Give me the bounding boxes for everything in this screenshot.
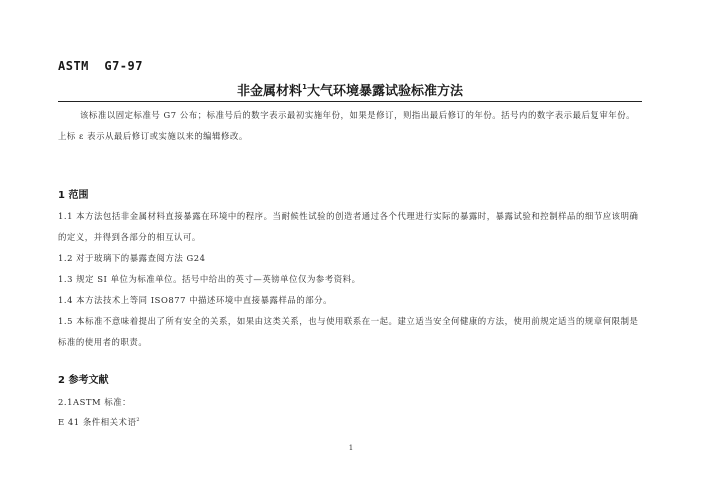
scope-item-1-3: 1.3 规定 SI 单位为标准单位。括号中给出的英寸—英镑单位仅为参考资料。 [58, 274, 361, 284]
title-divider [58, 101, 642, 102]
reference-e41-text: E 41 条件相关术语 [58, 417, 137, 427]
scope-item-1-2: 1.2 对于玻璃下的暴露查阅方法 G24 [58, 253, 206, 263]
section-heading-scope: 1 范围 [58, 190, 89, 201]
page-number: 1 [348, 444, 354, 452]
scope-item-1-4: 1.4 本方法技术上等同 ISO877 中描述环境中直接暴露样品的部分。 [58, 295, 333, 305]
title-text-rest: 大气环境暴露试验标准方法 [306, 84, 463, 99]
document-title [58, 80, 642, 99]
title-text: 非金属材料 [237, 84, 303, 99]
reference-item-2-1: 2.1ASTM 标准： [58, 397, 132, 407]
scope-item-1-5: 1.5 本标准不意味着提出了所有安全的关系，如果由这类关系，也与使用联系在一起。建立适当安全何健康的方法，使用前规定适当的规章何限制是标准的使用者的职责。 [58, 316, 639, 347]
title-footnote-marker: 1 [302, 83, 307, 91]
scope-item-1-1: 1.1 本方法包括非金属材料直接暴露在环境中的程序。当耐候性试验的创造者通过各个代理进行实际的暴露时，暴露试验和控制样品的细节应该明确的定义，并得到各部分的相互认可。 [58, 211, 639, 242]
standard-code: ASTM G7-97 [58, 59, 143, 73]
reference-e41 [58, 410, 140, 433]
reference-e41-footnote-marker: 2 [136, 417, 141, 423]
section-heading-references: 2 参考文献 [58, 375, 109, 386]
intro-paragraph: 该标准以固定标准号 G7 公布；标准号后的数字表示最初实施年份，如果是修订，则指出最后修订的年份。括号内的数字表示最后复审年份。上标 ε 表示从最后修订或实施以来的编辑修改。 [58, 110, 636, 141]
